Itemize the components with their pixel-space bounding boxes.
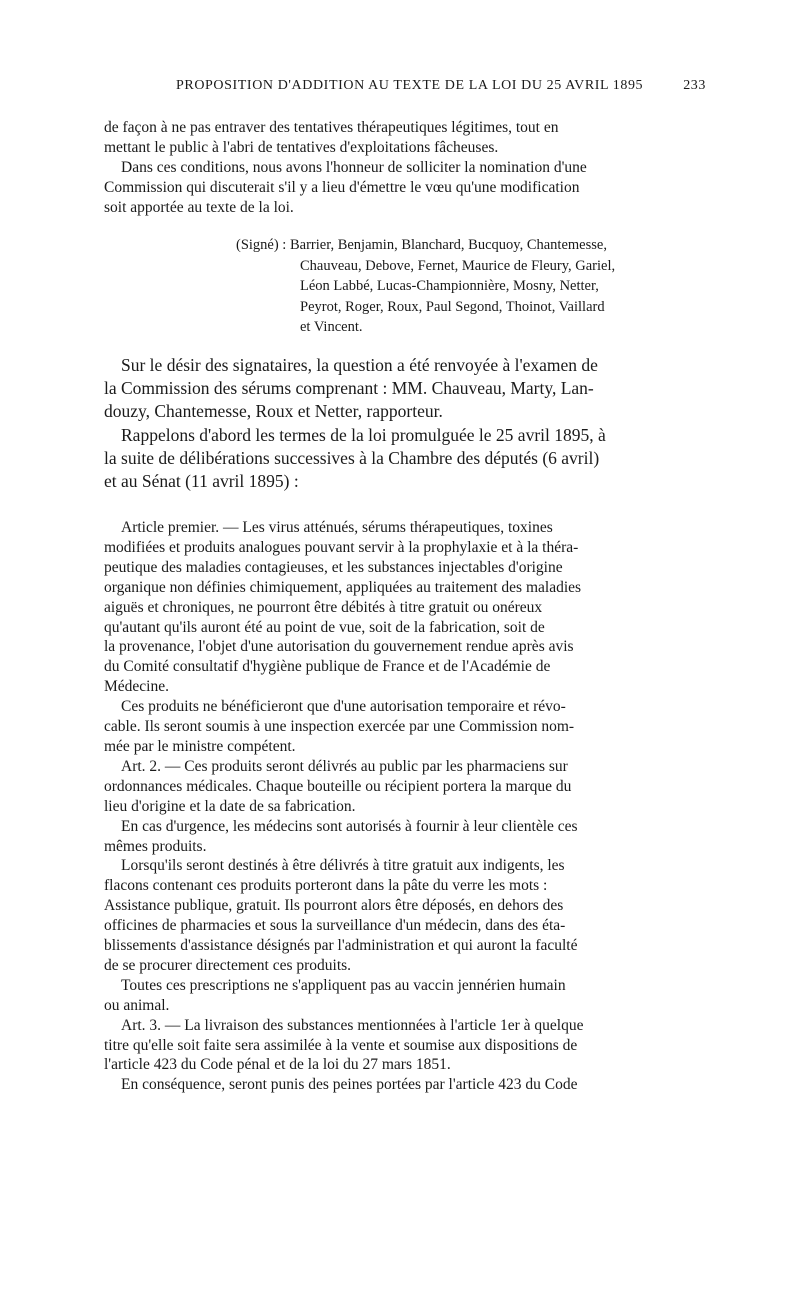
- text-line: de façon à ne pas entraver des tentatives thérapeutiques légitimes, tout en: [104, 119, 559, 136]
- signature-line: Léon Labbé, Lucas-Championnière, Mosny, Netter,: [300, 278, 599, 294]
- signature-line: Chauveau, Debove, Fernet, Maurice de Fleury, Gariel,: [300, 257, 616, 274]
- law-line: qu'autant qu'ils auront été au point de vue, soit de la fabrication, soit de: [104, 618, 545, 636]
- law-line: ordonnances médicales. Chaque bouteille ou récipient portera la marque du: [104, 777, 572, 795]
- text-line: la suite de délibérations successives à la Chambre des députés (6 avril): [104, 447, 600, 468]
- text-line: Rappelons d'abord les termes de la loi promulguée le 25 avril 1895, à: [121, 424, 606, 445]
- intro-paragraphs: [104, 118, 700, 218]
- law-line: titre qu'elle soit faite sera assimilée à la vente et soumise aux dispositions de: [104, 1036, 578, 1054]
- law-line: du Comité consultatif d'hygiène publique de France et de l'Académie de: [104, 658, 551, 676]
- signature-line: Peyrot, Roger, Roux, Paul Segond, Thoinot, Vaillard: [300, 298, 605, 315]
- law-line: organique non définies chimiquement, appliquées au traitement des maladies: [104, 578, 582, 596]
- text-line: Sur le désir des signataires, la question a été renvoyée à l'examen de: [121, 355, 598, 375]
- text-line: mettant le public à l'abri de tentatives d'exploitations fâcheuses.: [104, 138, 499, 156]
- law-line: Article premier. — Les virus atténués, sérums thérapeutiques, toxines: [121, 519, 553, 536]
- text-line: Dans ces conditions, nous avons l'honneur de solliciter la nomination d'une: [121, 158, 587, 176]
- law-line: Lorsqu'ils seront destinés à être délivrés à titre gratuit aux indigents, les: [121, 857, 565, 875]
- commission-paragraphs: [104, 354, 700, 493]
- text-line: douzy, Chantemesse, Roux et Netter, rapporteur.: [104, 401, 443, 422]
- law-text: [104, 518, 700, 1095]
- law-line: officines de pharmacies et sous la surveillance d'un médecin, dans des éta-: [104, 917, 566, 935]
- text-line: Commission qui discuterait s'il y a lieu d'émettre le vœu qu'une modification: [104, 178, 580, 196]
- law-line: mêmes produits.: [104, 837, 207, 855]
- law-line: l'article 423 du Code pénal et de la loi du 27 mars 1851.: [104, 1056, 451, 1074]
- law-line: peutique des maladies contagieuses, et les substances injectables d'origine: [104, 558, 563, 576]
- running-title: PROPOSITION D'ADDITION AU TEXTE DE LA LOI DU 25 AVRIL 1895: [176, 78, 644, 93]
- law-line: Médecine.: [104, 678, 169, 696]
- law-line: Art. 3. — La livraison des substances mentionnées à l'article 1er à quelque: [121, 1016, 584, 1034]
- law-line: En conséquence, seront punis des peines portées par l'article 423 du Code: [121, 1076, 578, 1094]
- law-line: aiguës et chroniques, ne pourront être débités à titre gratuit ou onéreux: [104, 598, 543, 616]
- text-line: et au Sénat (11 avril 1895) :: [104, 471, 299, 492]
- law-line: mée par le ministre compétent.: [104, 737, 296, 755]
- law-line: Ces produits ne bénéficieront que d'une autorisation temporaire et révo-: [121, 698, 566, 716]
- law-line: la provenance, l'objet d'une autorisation du gouvernement rendue après avis: [104, 638, 574, 656]
- law-line: lieu d'origine et la date de sa fabrication.: [104, 797, 356, 815]
- law-line: modifiées et produits analogues pouvant servir à la prophylaxie et à la théra-: [104, 538, 579, 556]
- signature-line: (Signé) : Barrier, Benjamin, Blanchard, Bucquoy, Chantemesse,: [236, 237, 607, 253]
- page-number: 233: [683, 78, 706, 93]
- law-line: flacons contenant ces produits porteront dans la pâte du verre les mots :: [104, 877, 548, 895]
- signatories-block: [236, 235, 702, 338]
- signature-line: et Vincent.: [300, 319, 363, 335]
- text-line: la Commission des sérums comprenant : MM. Chauveau, Marty, Lan-: [104, 378, 594, 399]
- law-line: ou animal.: [104, 996, 170, 1014]
- law-line: Toutes ces prescriptions ne s'appliquent pas au vaccin jennérien humain: [121, 976, 566, 994]
- law-line: de se procurer directement ces produits.: [104, 956, 352, 974]
- law-line: Assistance publique, gratuit. Ils pourront alors être déposés, en dehors des: [104, 897, 564, 915]
- law-line: Art. 2. — Ces produits seront délivrés au public par les pharmaciens sur: [121, 757, 568, 775]
- text-line: soit apportée au texte de la loi.: [104, 198, 294, 216]
- law-line: blissements d'assistance désignés par l'administration et qui auront la faculté: [104, 937, 578, 955]
- law-line: cable. Ils seront soumis à une inspection exercée par une Commission nom-: [104, 718, 575, 736]
- law-line: En cas d'urgence, les médecins sont autorisés à fournir à leur clientèle ces: [121, 817, 578, 835]
